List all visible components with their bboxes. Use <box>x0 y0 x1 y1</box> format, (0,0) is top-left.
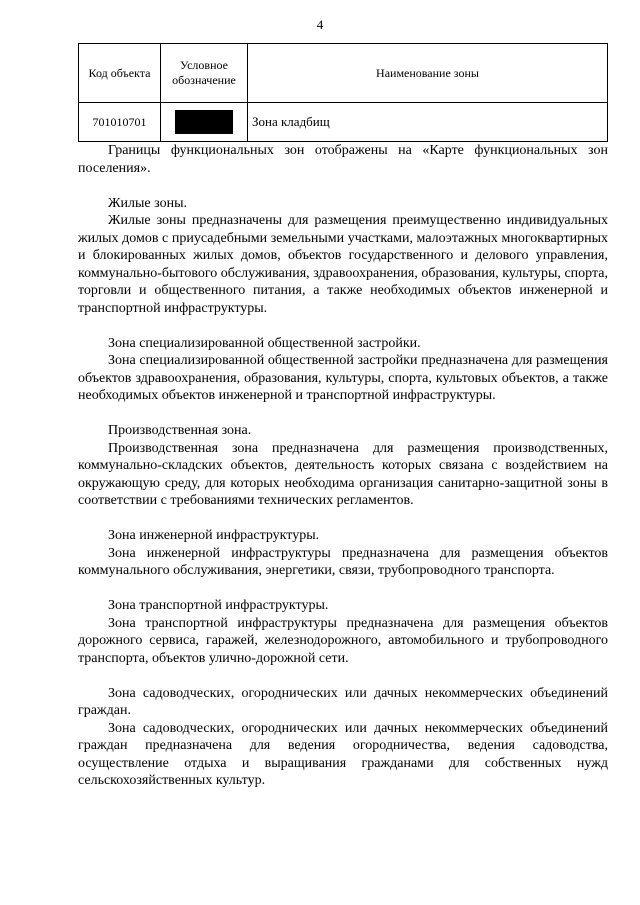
zone-title: Производственная зона. <box>108 423 252 438</box>
table-header-row <box>79 44 608 103</box>
zone-description: Зона специализированной общественной застройки предназначена для размещения объектов здравоохранения, образования, культуры, спорта, культовых объектов, а также необходимых объектов инженерной и транспортной инфраструктуры. <box>78 353 608 403</box>
document-body <box>78 142 608 790</box>
zone-description: Зона транспортной инфраструктуры предназначена для размещения объектов дорожного сервиса, гаражей, железнодорожного, автомобильного и трубопроводного транспорта, объектов улично-дорожной сети. <box>78 615 608 666</box>
intro-paragraph: Границы функциональных зон отображены на «Карте функциональных зон поселения». <box>78 143 608 176</box>
header-name: Наименование зоны <box>248 44 608 103</box>
cell-name: Зона кладбищ <box>248 103 608 142</box>
zone-description: Зона садоводческих, огороднических или дачных некоммерческих объединений граждан предназначена для ведения огородничества, ведения садоводства, осуществление отдыха и выращивания гражданами для собственных нужд сельскохозяйственных культур. <box>78 720 608 788</box>
zone-title: Зона садоводческих, огороднических или дачных некоммерческих объединений граждан. <box>78 685 608 718</box>
zone-title: Жилые зоны. <box>108 195 187 211</box>
header-code: Код объекта <box>79 44 161 103</box>
cell-code: 701010701 <box>79 103 161 142</box>
table-row <box>79 103 608 142</box>
zone-description: Производственная зона предназначена для размещения производственных, коммунально-складских объектов, деятельность которых связана с воздействием на окружающую среду, для которых необходима организация санитарно-защитной зоны в соответствии с требованиями технических регламентов. <box>78 440 608 508</box>
zone-title: Зона специализированной общественной застройки. <box>108 335 421 351</box>
page-number: 4 <box>316 17 324 32</box>
zone-description: Зона инженерной инфраструктуры предназначена для размещения объектов коммунального обслуживания, энергетики, связи, трубопроводного транспорта. <box>78 545 608 578</box>
zone-color-swatch <box>175 110 233 134</box>
header-symbol: Условное обозначение <box>161 44 248 103</box>
zone-title: Зона транспортной инфраструктуры. <box>108 598 329 613</box>
zone-title: Зона инженерной инфраструктуры. <box>108 528 320 543</box>
zone-table <box>78 43 608 142</box>
cell-symbol <box>161 103 248 142</box>
zone-description: Жилые зоны предназначены для размещения преимущественно индивидуальных жилых домов с приусадебными земельными участками, малоэтажных многоквартирных и блокированных жилых домов, объектов государственного и делового управления, коммунально-бытового обслуживания, здравоохранения, образования, культуры, спорта, торговли и общественного питания, а также необходимых объектов инженерной и транспортной инфраструктуры. <box>78 213 608 316</box>
